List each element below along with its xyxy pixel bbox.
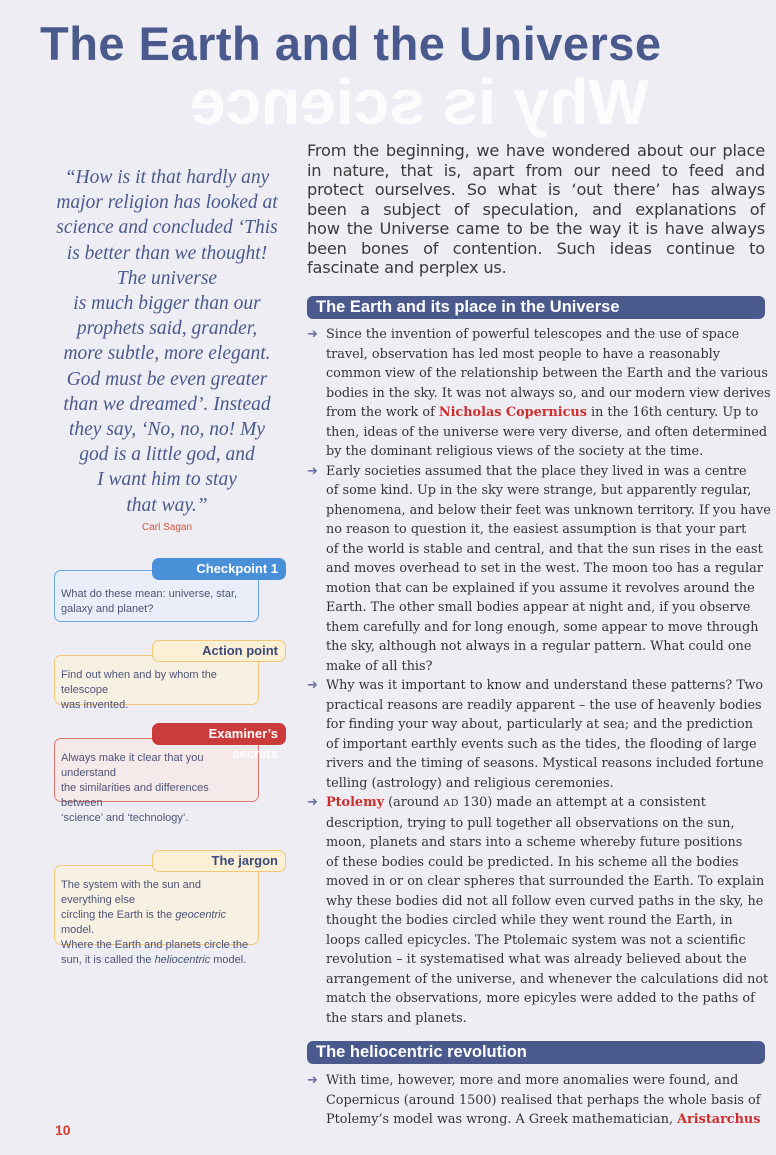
bullet-line: then, ideas of the universe were very diverse, and often determined	[326, 424, 768, 440]
bullet-item	[307, 325, 769, 462]
bullet-line: why these bodies did not all follow even curved paths in the sky, he	[326, 893, 764, 909]
arrow-right-icon: ➜	[307, 463, 318, 479]
checkpoint-text-line: galaxy and planet?	[61, 603, 154, 615]
examiners-secrets-text-line: Always make it clear that you understand	[61, 752, 204, 779]
jargon-text-line: The system with the sun and everything else	[61, 879, 202, 906]
bullet-line: Why was it important to know and understand these patterns? Two	[326, 678, 764, 693]
bullet-line	[326, 1110, 769, 1130]
bullet-text: in the 16th century. Up to	[586, 405, 759, 420]
page-title: The Earth and the Universe	[40, 17, 662, 70]
quote-line: The universe	[116, 267, 218, 289]
jargon-text-line	[61, 908, 252, 938]
arrow-right-icon: ➜	[307, 795, 318, 810]
quote-line: is much bigger than our	[73, 293, 261, 315]
bullet-line: travel, observation has led most people to have a reasonably	[326, 346, 720, 362]
bullet-text: (around	[384, 795, 444, 810]
quote-attribution: Carl Sagan	[141, 522, 193, 533]
bullet-line	[326, 793, 769, 814]
intro-line: protect ourselves. So what is ‘out there’ has always	[307, 180, 765, 199]
bullet-line: practical reasons are readily apparent – the use of heavenly bodies	[326, 697, 762, 713]
bullet-text: Ptolemy’s model was wrong. A Greek mathematician,	[326, 1112, 678, 1127]
bullet-line: match the observations, more epicyles were added to the paths of	[326, 991, 755, 1006]
bullet-line: Early societies assumed that the place they lived in was a centre	[326, 463, 747, 479]
bullet-line: moon, planets and stars into a scheme whereby future positions	[326, 835, 743, 850]
bullet-item	[307, 676, 769, 793]
bullet-text: from the work of	[326, 405, 439, 420]
bullet-line: Earth. The other small bodies appear at night and, if you observe	[326, 600, 751, 615]
intro-line: how the Universe came to be the way it is have always	[307, 219, 765, 238]
intro-line: From the beginning, we have wondered about our place	[307, 141, 765, 160]
bullet-line: Since the invention of powerful telescopes and the use of space	[326, 327, 740, 342]
section-heliocentric-bullets	[307, 1071, 769, 1130]
bullet-line: of important earthly events such as the tides, the flooding of large	[326, 736, 757, 752]
bullet-item	[307, 462, 769, 677]
jargon-text-line	[61, 953, 252, 968]
intro-line: been a subject of speculation, and explanations of	[307, 199, 765, 219]
intro-paragraph	[307, 141, 765, 278]
bleed-through-heading: Why is science	[190, 66, 649, 138]
action-point-text-line: Find out when and by whom the telescope	[61, 669, 217, 696]
intro-line: in nature, that is, apart from our need to feed and	[307, 160, 765, 180]
quote-line: that way.”	[126, 494, 208, 516]
quote-line: than we dreamed’. Instead	[63, 393, 271, 415]
bullet-line: thought the bodies circled while they went round the Earth, in	[326, 913, 733, 928]
bullet-line: revolution – it systematised what was already believed about the	[326, 952, 747, 967]
examiners-secrets-text-line: the similarities and differences between	[61, 782, 209, 809]
bullet-line	[326, 403, 769, 423]
action-point-box	[54, 643, 278, 711]
sidebar-quote	[52, 165, 282, 518]
bullet-line: no reason to question it, the easiest assumption is that your part	[326, 522, 747, 537]
bullet-line: motion that can be explained if you assume it revolves around the	[326, 580, 755, 596]
arrow-right-icon: ➜	[307, 1073, 318, 1088]
checkpoint-text-line: What do these mean: universe, star,	[61, 588, 238, 600]
bullet-line: of some kind. Up in the sky were strange, but apparently regular,	[326, 483, 752, 498]
bullet-line: make of all this?	[326, 658, 433, 674]
jargon-text: model.	[61, 924, 95, 936]
checkpoint-box	[54, 561, 278, 622]
bullet-text: 130) made an attempt at a consistent	[458, 795, 706, 810]
bullet-line: With time, however, more and more anomalies were found, and	[326, 1073, 739, 1088]
jargon-text: sun, it is called the	[61, 954, 155, 966]
bullet-line: bodies in the sky. It was not always so, and our modern view derives	[326, 385, 771, 401]
bullet-line: Copernicus (around 1500) realised that perhaps the whole basis of	[326, 1092, 761, 1108]
bullet-line: rivers and the timing of seasons. Mystical reasons included fortune	[326, 756, 764, 771]
keyword-ptolemy: Ptolemy	[326, 795, 385, 810]
bullet-item	[307, 1071, 769, 1130]
bullet-line: telling (astrology) and religious ceremonies.	[326, 775, 614, 791]
jargon-text: circling the Earth is the	[61, 909, 176, 921]
action-point-text-line: was invented.	[61, 699, 129, 711]
section-heading-earth-place: The Earth and its place in the Universe	[307, 296, 765, 319]
quote-line: they say, ‘No, no, no! My	[68, 419, 266, 441]
action-point-label: Action point	[152, 640, 286, 662]
bullet-line: the sky, although not always in a regular pattern. What could one	[326, 639, 752, 654]
bullet-line: by the dominant religious views of the society at the time.	[326, 444, 704, 459]
jargon-box	[54, 853, 278, 966]
intro-line: fascinate and perplex us.	[307, 258, 507, 277]
arrow-right-icon: ➜	[307, 327, 318, 342]
jargon-text-line: Where the Earth and planets circle the	[61, 939, 249, 951]
era-abbreviation: AD	[443, 798, 459, 809]
bullet-line: common view of the relationship between the Earth and the various	[326, 366, 768, 381]
bullet-line: of these bodies could be predicted. In his scheme all the bodies	[326, 854, 739, 870]
quote-line: major religion has looked at	[56, 192, 278, 214]
page-number: 10	[55, 1122, 71, 1138]
quote-line: more subtle, more elegant.	[63, 343, 271, 365]
section-heading-heliocentric: The heliocentric revolution	[307, 1041, 765, 1064]
checkpoint-label: Checkpoint 1	[152, 558, 286, 580]
section-earth-place-bullets	[307, 325, 769, 1028]
bullet-line: the stars and planets.	[326, 1010, 467, 1026]
quote-line: I want him to stay	[97, 469, 237, 491]
quote-line: God must be even greater	[66, 368, 268, 390]
quote-line: science and concluded ‘This	[56, 217, 278, 239]
arrow-right-icon: ➜	[307, 678, 318, 693]
bullet-line: for finding your way about, particularly at sea; and the prediction	[326, 717, 753, 732]
bullet-line: them carefully and for long enough, some appear to move through	[326, 619, 759, 635]
quote-line: god is a little god, and	[79, 444, 255, 466]
jargon-term-heliocentric: heliocentric	[154, 954, 211, 966]
bullet-line: moved in or on clear spheres that surrounded the Earth. To explain	[326, 874, 765, 889]
bullet-line: arrangement of the universe, and whenever the calculations did not	[326, 971, 769, 987]
quote-line: prophets said, grander,	[76, 318, 258, 340]
examiners-secrets-text-line: ‘science’ and ‘technology’.	[61, 812, 189, 824]
bullet-line: description, trying to pull together all observations on the sun,	[326, 815, 735, 831]
bullet-line: phenomena, and below their feet was unknown territory. If you have	[326, 502, 771, 518]
keyword-aristarchus: Aristarchus	[677, 1112, 761, 1127]
quote-line: “How is it that hardly any	[64, 167, 270, 188]
jargon-label: The jargon	[152, 850, 286, 872]
examiners-secrets-box	[54, 726, 278, 824]
bullet-item	[307, 793, 769, 1028]
quote-line: is better than we thought!	[66, 242, 268, 264]
bullet-line: of the world is stable and central, and that the sun rises in the east	[326, 541, 763, 557]
examiners-secrets-label: Examiner’s secrets	[152, 723, 286, 745]
intro-line: been bones of contention. Such ideas continue to	[307, 238, 765, 258]
keyword-copernicus: Nicholas Copernicus	[438, 405, 587, 420]
jargon-term-geocentric: geocentric	[175, 909, 227, 921]
bullet-line: and moves overhead to set in the west. The moon too has a regular	[326, 561, 763, 576]
jargon-text: model.	[210, 954, 247, 966]
bullet-line: loops called epicycles. The Ptolemaic system was not a scientific	[326, 932, 746, 948]
